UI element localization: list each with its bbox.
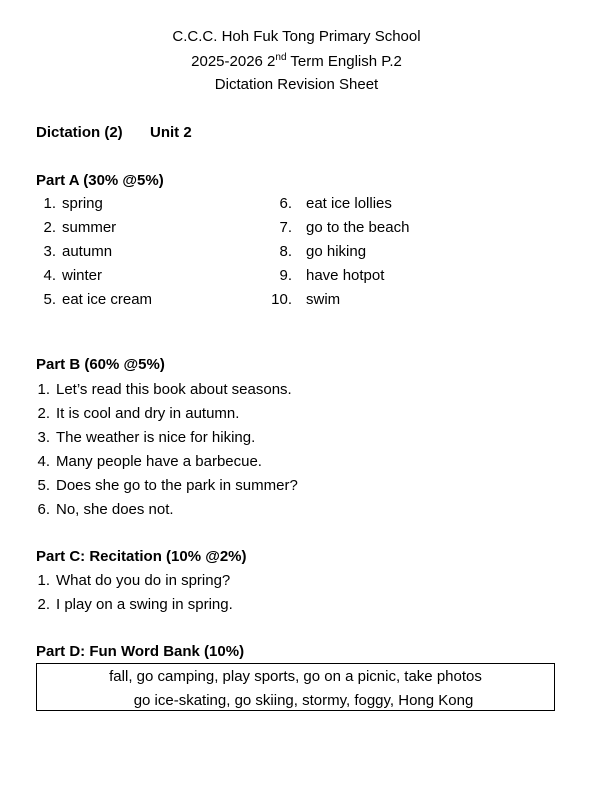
item-text: swim — [306, 291, 341, 308]
item-text: eat ice cream — [62, 291, 153, 308]
list-item — [36, 195, 103, 212]
sheet-title: Dictation Revision Sheet — [214, 76, 379, 93]
term-line — [0, 52, 593, 70]
item-text: Many people have a barbecue. — [56, 453, 262, 470]
list-item — [30, 477, 298, 494]
item-text: eat ice lollies — [306, 195, 392, 212]
list-item — [36, 291, 152, 308]
item-number: 10. — [271, 291, 292, 308]
part-b-title: Part B (60% @5%) — [36, 356, 165, 373]
school-name: C.C.C. Hoh Fuk Tong Primary School — [172, 28, 421, 45]
word-bank-box — [36, 663, 555, 711]
item-number: 8. — [279, 243, 292, 260]
item-number: 1. — [37, 381, 50, 398]
list-item — [30, 596, 233, 613]
list-item — [30, 381, 292, 398]
list-item — [36, 267, 102, 284]
word-bank-line-2: go ice-skating, go skiing, stormy, foggy, Hong Kong — [133, 692, 474, 709]
list-item — [30, 501, 174, 518]
item-text: winter — [62, 267, 103, 284]
item-number: 4. — [43, 267, 56, 284]
year-text: 2025-2026 2 — [191, 53, 276, 70]
list-item — [30, 453, 262, 470]
unit-label: Unit 2 — [150, 124, 192, 141]
item-text: summer — [62, 219, 117, 236]
part-a-title: Part A (30% @5%) — [36, 172, 164, 189]
item-number: 9. — [279, 267, 292, 284]
item-number: 1. — [43, 195, 56, 212]
list-item — [30, 572, 230, 589]
item-number: 3. — [43, 243, 56, 260]
item-number: 3. — [37, 429, 50, 446]
list-item — [36, 219, 116, 236]
item-number: 6. — [279, 195, 292, 212]
ordinal-suffix: nd — [275, 52, 287, 63]
item-text: Does she go to the park in summer? — [56, 477, 298, 494]
item-text: spring — [62, 195, 103, 212]
item-number: 2. — [43, 219, 56, 236]
item-number: 6. — [37, 501, 50, 518]
item-text: No, she does not. — [56, 501, 174, 518]
item-text: go to the beach — [306, 219, 410, 236]
word-bank-line-1: fall, go camping, play sports, go on a picnic, take photos — [109, 668, 482, 685]
item-number: 2. — [37, 596, 50, 613]
item-text: have hotpot — [306, 267, 385, 284]
item-number: 1. — [37, 572, 50, 589]
item-text: autumn — [62, 243, 113, 260]
item-text: go hiking — [306, 243, 367, 260]
list-item — [266, 267, 384, 284]
list-item — [30, 429, 255, 446]
item-number: 5. — [37, 477, 50, 494]
list-item — [266, 219, 409, 236]
item-number: 2. — [37, 405, 50, 422]
list-item — [266, 291, 340, 308]
part-d-title: Part D: Fun Word Bank (10%) — [36, 643, 245, 660]
item-text: What do you do in spring? — [56, 572, 231, 589]
list-item — [266, 195, 392, 212]
part-c-title: Part C: Recitation (10% @2%) — [36, 548, 247, 565]
item-text: The weather is nice for hiking. — [56, 429, 256, 446]
list-item — [36, 243, 112, 260]
item-text: Let’s read this book about seasons. — [56, 381, 292, 398]
dictation-label: Dictation (2) — [36, 124, 123, 141]
term-text: Term English P.2 — [286, 53, 402, 70]
item-text: It is cool and dry in autumn. — [56, 405, 240, 422]
list-item — [266, 243, 366, 260]
item-number: 4. — [37, 453, 50, 470]
item-text: I play on a swing in spring. — [56, 596, 233, 613]
item-number: 7. — [279, 219, 292, 236]
item-number: 5. — [43, 291, 56, 308]
list-item — [30, 405, 239, 422]
